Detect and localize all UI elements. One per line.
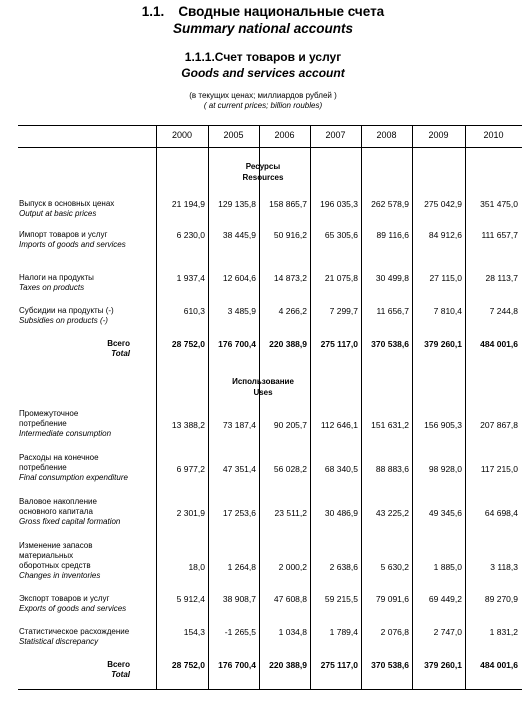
table-cell: 156 905,3 <box>424 420 462 430</box>
table-cell: 262 578,9 <box>371 199 409 209</box>
table-cell: 27 115,0 <box>429 273 462 283</box>
table-cell: 2 000,2 <box>278 562 307 572</box>
row-label-en: Final consumption expenditure <box>19 473 128 482</box>
table-cell: 1 831,2 <box>489 627 518 637</box>
row-label-ru: Изменение запасов материальных оборотных средств <box>19 541 93 570</box>
table-cell: 68 340,5 <box>324 464 358 474</box>
year-header: 2009 <box>428 130 449 140</box>
table-cell: 2 076,8 <box>380 627 409 637</box>
table-cell: 2 638,6 <box>329 562 358 572</box>
table-cell: 43 225,2 <box>375 508 409 518</box>
row-label-ru: Субсидии на продукты (-) <box>19 306 114 315</box>
row-label-en: Imports of goods and services <box>19 240 126 249</box>
table-cell: 111 657,7 <box>481 230 518 240</box>
table-cell: 73 187,4 <box>222 420 256 430</box>
table-cell: 79 091,6 <box>375 594 409 604</box>
section-heading-ru: Ресурсы <box>245 162 281 171</box>
table-title-en: Goods and services account <box>181 66 345 80</box>
total-label-ru: Всего <box>107 660 130 669</box>
section-heading-uses <box>0 376 526 398</box>
total-label <box>0 660 130 680</box>
total-label-en: Total <box>111 670 130 679</box>
table-cell: 21 194,9 <box>171 199 205 209</box>
row-label <box>19 627 169 647</box>
table-cell: 117 215,0 <box>480 464 518 474</box>
table-cell: 30 499,8 <box>375 273 409 283</box>
section-number: 1.1. <box>141 4 165 19</box>
table-cell: 2 301,9 <box>176 508 205 518</box>
table-cell: 176 700,4 <box>218 339 256 349</box>
table-cell: 12 604,6 <box>222 273 256 283</box>
table-cell: 28 752,0 <box>171 339 205 349</box>
row-label <box>19 594 169 614</box>
row-label-ru: Экспорт товаров и услуг <box>19 594 110 603</box>
table-cell: 154,3 <box>183 627 205 637</box>
table-cell: 129 135,8 <box>218 199 256 209</box>
column-divider <box>259 125 260 689</box>
row-label-en: Gross fixed capital formation <box>19 517 121 526</box>
year-header: 2000 <box>171 130 193 140</box>
table-cell: 379 260,1 <box>424 339 462 349</box>
table-cell: 484 001,6 <box>480 660 518 670</box>
row-label <box>19 541 107 581</box>
table-cell: 84 912,6 <box>428 230 462 240</box>
table-cell: 49 345,6 <box>428 508 462 518</box>
header-bottom-border <box>18 147 522 148</box>
table-cell: 220 388,9 <box>269 660 307 670</box>
row-label <box>19 273 157 293</box>
table-cell: 64 698,4 <box>484 508 518 518</box>
row-label-en: Exports of goods and services <box>19 604 127 613</box>
table-cell: 38 908,7 <box>222 594 256 604</box>
table-cell: 610,3 <box>183 306 205 316</box>
table-cell: 275 117,0 <box>320 339 358 349</box>
units-note-en: ( at current prices; billion roubles) <box>203 101 323 110</box>
table-title-ru: 1.1.1.Счет товаров и услуг <box>184 50 342 64</box>
table-cell: 21 075,8 <box>324 273 358 283</box>
table-cell: 65 305,6 <box>324 230 358 240</box>
table-cell: 56 028,2 <box>273 464 307 474</box>
section-title-ru <box>0 4 526 19</box>
row-label-en: Intermediate consumption <box>19 429 112 438</box>
units-note-ru: (в текущих ценах; миллиардов рублей ) <box>189 91 337 100</box>
table-cell: 59 215,5 <box>324 594 358 604</box>
table-cell: 38 445,9 <box>222 230 256 240</box>
table-cell: 370 538,6 <box>371 660 409 670</box>
table-cell: 11 656,7 <box>376 306 409 316</box>
row-label-ru: Статистическое расхождение <box>19 627 130 636</box>
section-heading-ru: Использование <box>232 377 294 386</box>
row-label-ru: Импорт товаров и услуг <box>19 230 108 239</box>
row-label <box>19 453 131 483</box>
table-cell: 7 299,7 <box>329 306 358 316</box>
total-label-ru: Всего <box>107 339 130 348</box>
table-cell: 23 511,2 <box>274 508 307 518</box>
row-label <box>19 199 157 219</box>
table-cell: 17 253,6 <box>222 508 256 518</box>
table-cell: 275 117,0 <box>320 660 358 670</box>
total-label-en: Total <box>111 349 130 358</box>
row-label-en: Output at basic prices <box>19 209 97 218</box>
table-cell: 220 388,9 <box>269 339 307 349</box>
table-cell: 98 928,0 <box>428 464 462 474</box>
row-label <box>19 409 112 439</box>
table-cell: 4 266,2 <box>278 306 307 316</box>
table-cell: 18,0 <box>188 562 205 572</box>
table-cell: 3 118,3 <box>490 562 518 572</box>
table-cell: 151 631,2 <box>371 420 409 430</box>
row-label-ru: Валовое накопление основного капитала <box>19 497 97 516</box>
row-label <box>19 497 119 527</box>
table-cell: 28 752,0 <box>171 660 205 670</box>
table-cell: 14 873,2 <box>273 273 307 283</box>
row-label <box>19 306 157 326</box>
table-cell: 370 538,6 <box>371 339 409 349</box>
table-cell: 6 230,0 <box>176 230 205 240</box>
section-heading-resources <box>0 161 526 183</box>
row-label-ru: Налоги на продукты <box>19 273 94 282</box>
row-label-en: Changes in inventories <box>19 571 101 580</box>
table-cell: 1 264,8 <box>227 562 256 572</box>
row-label-en: Taxes on products <box>19 283 85 292</box>
table-cell: 379 260,1 <box>424 660 462 670</box>
row-label-ru: Промежуточное потребление <box>19 409 79 428</box>
table-bottom-border <box>18 689 522 690</box>
table-cell: 89 116,6 <box>376 230 409 240</box>
table-cell: 47 351,4 <box>222 464 256 474</box>
table-cell: 207 867,8 <box>480 420 518 430</box>
table-cell: 3 485,9 <box>227 306 256 316</box>
column-divider <box>361 125 362 689</box>
table-cell: 158 865,7 <box>269 199 307 209</box>
table-cell: 351 475,0 <box>480 199 518 209</box>
table-cell: 6 977,2 <box>176 464 205 474</box>
table-cell: 5 912,4 <box>176 594 205 604</box>
year-header: 2005 <box>223 130 244 140</box>
table-cell: 7 244,8 <box>489 306 518 316</box>
row-label-ru: Выпуск в основных ценах <box>19 199 115 208</box>
row-label-ru: Расходы на конечное потребление <box>19 453 99 472</box>
table-cell: 1 034,8 <box>278 627 307 637</box>
section-title-en: Summary national accounts <box>172 21 354 36</box>
table-cell: 28 113,7 <box>485 273 518 283</box>
section-heading-en: Uses <box>253 388 273 397</box>
section-heading-en: Resources <box>242 173 284 182</box>
table-cell: 1 789,4 <box>329 627 358 637</box>
table-cell: 7 810,4 <box>433 306 462 316</box>
table-cell: 1 885,0 <box>433 562 462 572</box>
column-divider <box>208 125 209 689</box>
table-cell: 47 608,8 <box>273 594 307 604</box>
row-label <box>19 230 129 250</box>
row-label-en: Subsidies on products (-) <box>19 316 108 325</box>
column-divider <box>465 125 466 689</box>
table-cell: 484 001,6 <box>480 339 518 349</box>
section-title-text: Сводные национальные счета <box>178 4 385 19</box>
table-cell: 1 937,4 <box>176 273 205 283</box>
table-cell: 112 646,1 <box>320 420 358 430</box>
table-cell: 30 486,9 <box>324 508 358 518</box>
table-cell: 50 916,2 <box>273 230 307 240</box>
table-cell: 90 205,7 <box>273 420 307 430</box>
table-cell: 275 042,9 <box>424 199 462 209</box>
table-cell: -1 265,5 <box>224 627 256 637</box>
row-label-en: Statistical discrepancy <box>19 637 99 646</box>
total-label <box>0 339 130 359</box>
table-cell: 196 035,3 <box>320 199 358 209</box>
year-header: 2008 <box>376 130 397 140</box>
table-cell: 69 449,2 <box>428 594 462 604</box>
table-cell: 176 700,4 <box>218 660 256 670</box>
table-cell: 88 883,6 <box>375 464 409 474</box>
year-header: 2010 <box>483 130 504 140</box>
table-cell: 89 270,9 <box>484 594 518 604</box>
table-cell: 2 747,0 <box>433 627 462 637</box>
column-divider <box>412 125 413 689</box>
year-header: 2006 <box>274 130 295 140</box>
column-divider <box>310 125 311 689</box>
table-cell: 5 630,2 <box>380 562 409 572</box>
table-cell: 13 388,2 <box>171 420 205 430</box>
year-header: 2007 <box>325 130 346 140</box>
table-top-border <box>18 125 522 126</box>
